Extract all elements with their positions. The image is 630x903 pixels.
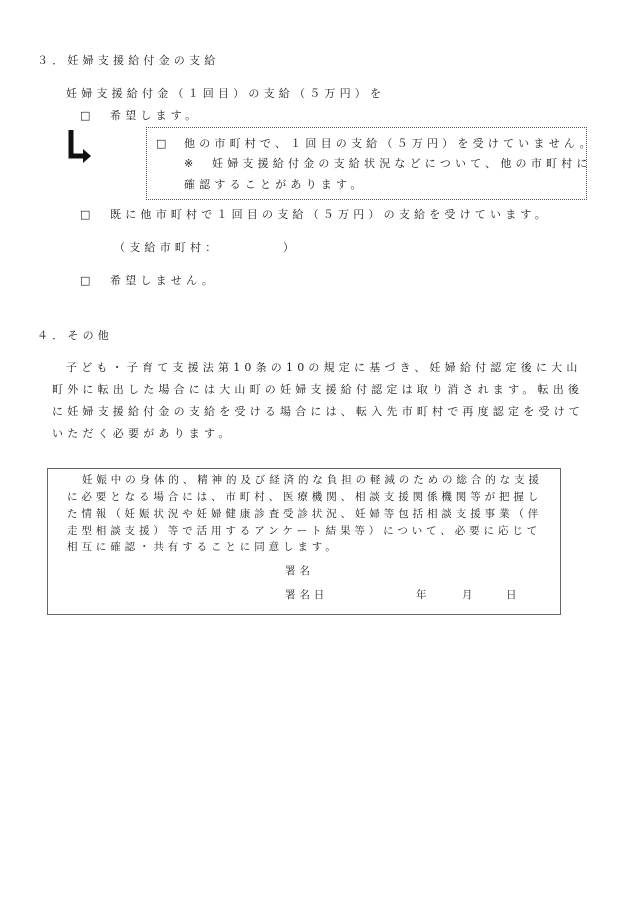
consent-line1: 妊娠中の身体的、精神的及び経済的な負担の軽減のための総合的な支援 xyxy=(82,474,543,486)
section3-heading: ３．妊婦支援給付金の支給 xyxy=(37,54,220,67)
month-field[interactable] xyxy=(430,590,458,602)
received-label: 既に他市町村で１回目の支給（５万円）の支給を受けています。 xyxy=(110,208,550,221)
section4-heading: ４．その他 xyxy=(37,329,113,342)
day-label: 日 xyxy=(506,589,521,601)
consent-line4: 走型相談支援）等で活用するアンケート結果等）について、必要に応じて xyxy=(67,525,542,537)
signature-field[interactable] xyxy=(320,566,540,578)
year-label: 年 xyxy=(416,589,431,601)
month-label: 月 xyxy=(462,589,477,601)
section3-intro: 妊婦支援給付金（１回目）の支給（５万円）を xyxy=(66,87,386,100)
paying-municipality-field[interactable] xyxy=(205,242,275,254)
year-field[interactable] xyxy=(370,590,410,602)
note-line3: 確認することがあります。 xyxy=(184,178,366,191)
section4-line2: 町外に転出した場合には大山町の妊婦支援給付認定は取り消されます。転出後 xyxy=(52,383,584,396)
wish-checkbox[interactable]: □ xyxy=(80,109,95,122)
note-mark: ※ xyxy=(184,157,198,170)
received-checkbox[interactable]: □ xyxy=(80,208,95,221)
down-right-arrow-icon xyxy=(68,128,94,164)
wish-label: 希望します。 xyxy=(110,109,201,122)
paying-municipality-label: （支給市町村： xyxy=(114,241,221,254)
paying-municipality-close: ） xyxy=(283,241,299,254)
not-received-checkbox[interactable]: □ xyxy=(156,137,171,150)
section4-line4: いただく必要があります。 xyxy=(52,427,234,440)
signature-label: 署名 xyxy=(285,565,314,577)
consent-line3: た情報（妊娠状況や妊婦健康診査受診状況、妊婦等包括相談支援事業（伴 xyxy=(67,508,543,520)
section4-line1: 子ども・子育て支援法第10条の10の規定に基づき、妊婦給付認定後に大山 xyxy=(66,361,582,374)
section4-line3: に妊婦支援給付金の支給を受ける場合には、転入先市町村で再度認定を受けて xyxy=(52,405,584,418)
note-line2: 妊婦支援給付金の支給状況などについて、他の市町村に xyxy=(212,157,592,170)
day-field[interactable] xyxy=(476,590,504,602)
consent-line5: 相互に確認・共有することに同意します。 xyxy=(67,541,340,553)
not-received-label: 他の市町村で、１回目の支給（５万円）を受けていません。 xyxy=(184,137,595,150)
consent-line2: に必要となる場合には、市町村、医療機関、相談支援関係機関等が把握し xyxy=(67,491,543,503)
signature-date-label: 署名日 xyxy=(285,589,329,601)
not-wish-label: 希望しません。 xyxy=(110,274,218,287)
not-wish-checkbox[interactable]: □ xyxy=(80,274,95,287)
